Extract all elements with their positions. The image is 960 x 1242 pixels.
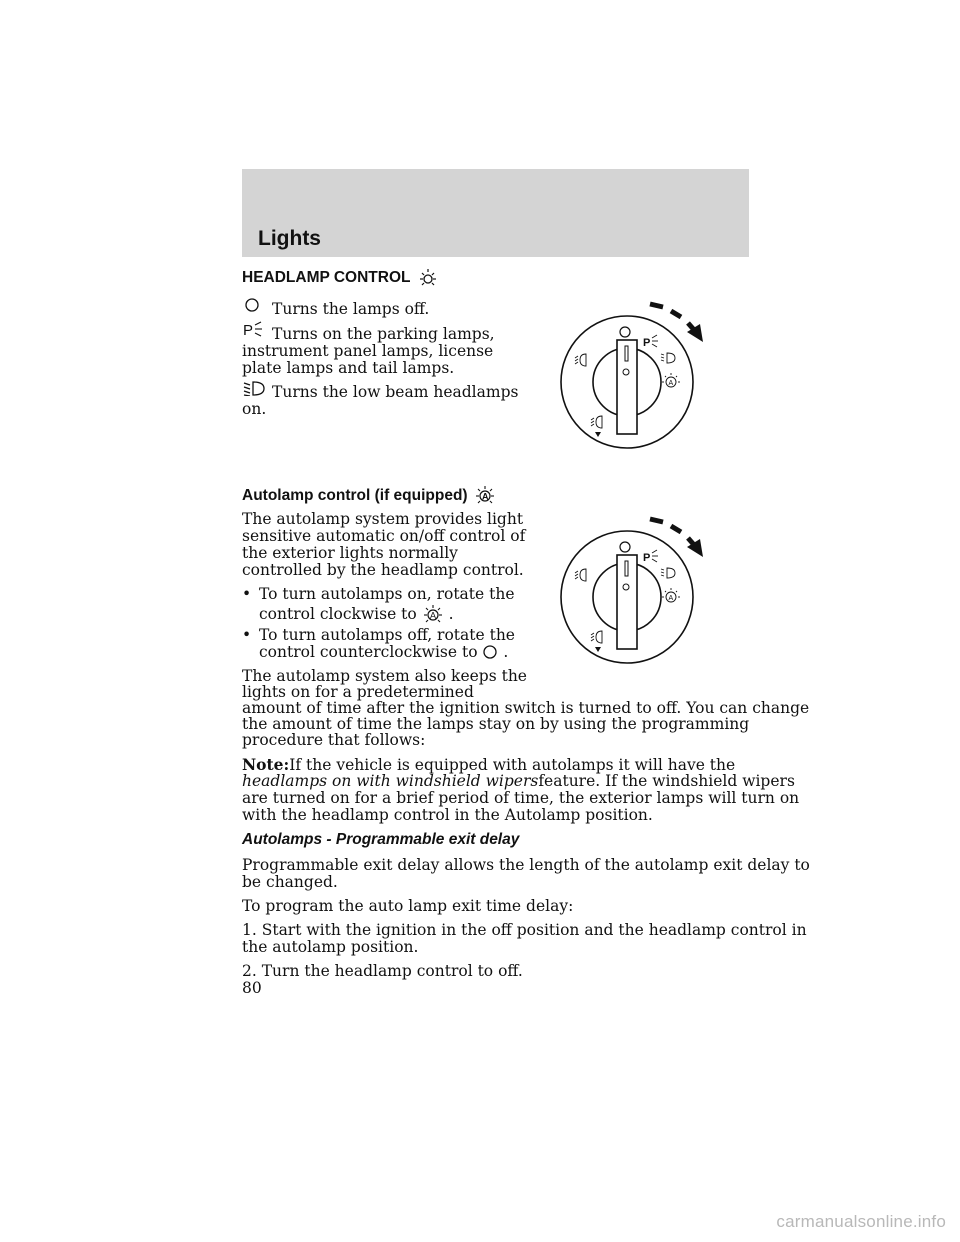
autolamp-inline-icon (422, 603, 444, 625)
off-inline-icon (482, 644, 498, 660)
autolamp-intro-1: The autolamp system provides light (242, 510, 524, 528)
svg-text:P: P (243, 322, 254, 337)
keep-line-4: the amount of time the lamps stay on by using the programming (242, 715, 750, 733)
bullet1-line2: control clockwise to A . (259, 605, 454, 623)
parking-description-2: instrument panel lamps, license (242, 342, 494, 360)
svg-text:A: A (481, 491, 489, 502)
fog-lamp-icon (575, 354, 586, 366)
low-beam-position-icon (661, 353, 675, 363)
rear-fog-lamp-icon (591, 416, 602, 428)
lowbeam-description-2: on. (242, 400, 267, 418)
rotation-arrow (650, 304, 695, 331)
bullet2-text: control counterclockwise to (259, 643, 478, 661)
note-line-3: are turned on for a brief period of time, the exterior lamps will turn on (242, 789, 800, 807)
off-position-icon (620, 327, 630, 337)
note-line-2 (242, 773, 795, 790)
headlamp-heading (242, 268, 439, 288)
note-label: Note: (242, 755, 290, 774)
parking-description-3: plate lamps and tail lamps. (242, 359, 455, 377)
autolamp-control-diagram (555, 510, 715, 680)
bullet2-line1: To turn autolamps off, rotate the (259, 626, 515, 644)
section-header-band (242, 169, 749, 257)
note-text-1: If the vehicle is equipped with autolamps it will have the (289, 756, 736, 774)
page-number: 80 (242, 979, 262, 997)
autolamp-intro-2: sensitive automatic on/off control of (242, 527, 526, 545)
bullet1-text: control clockwise to (259, 605, 417, 623)
knob-handle (617, 340, 637, 434)
parking-description-1: Turns on the parking lamps, (272, 325, 495, 343)
headlamp-sun-icon (417, 268, 439, 288)
exit-p2: To program the auto lamp exit time delay: (242, 897, 574, 915)
exit-p1b: be changed. (242, 873, 338, 891)
autolamp-heading (242, 484, 496, 506)
parking-lamp-icon (243, 321, 265, 337)
step1-line2: the autolamp position. (242, 938, 419, 956)
knob-handle (617, 555, 637, 649)
keep-line-2: lights on for a predetermined (242, 683, 474, 701)
bullet-dot: • (242, 626, 252, 644)
bullet-dot: • (242, 585, 252, 603)
off-description: Turns the lamps off. (272, 300, 430, 318)
off-circle-icon (244, 297, 260, 313)
autolamp-intro-3: the exterior lights normally (242, 544, 458, 562)
headlamp-heading-text: HEADLAMP CONTROL (242, 269, 411, 286)
note-italic: headlamps on with windshield wipers (242, 772, 539, 790)
autolamp-heading-text: Autolamp control (if equipped) (242, 487, 468, 504)
note-line-4: with the headlamp control in the Autolamp position. (242, 806, 653, 824)
bullet1-line1: To turn autolamps on, rotate the (259, 585, 515, 603)
keep-line-5: procedure that follows: (242, 731, 426, 749)
headlamp-control-diagram (555, 290, 715, 460)
section-title: Lights (258, 227, 321, 250)
step1-line1: 1. Start with the ignition in the off position and the headlamp control in (242, 921, 807, 939)
exit-p1a: Programmable exit delay allows the length of the autolamp exit delay to (242, 856, 810, 874)
exit-delay-heading: Autolamps - Programmable exit delay (242, 831, 520, 848)
low-beam-position-icon (661, 568, 675, 578)
rear-fog-lamp-icon (591, 631, 602, 643)
svg-text:A: A (429, 610, 436, 621)
autolamp-intro-4: controlled by the headlamp control. (242, 561, 524, 579)
bullet2-line2: control counterclockwise to . (259, 643, 509, 661)
parking-position-label: P (643, 337, 651, 349)
lowbeam-description-1: Turns the low beam headlamps (272, 383, 519, 401)
svg-text:A: A (668, 595, 674, 602)
low-beam-icon (242, 380, 266, 396)
svg-text:A: A (668, 380, 674, 387)
note-text-2: feature. If the windshield wipers (538, 772, 795, 790)
off-position-icon (620, 542, 630, 552)
keep-line-3: amount of time after the ignition switch is turned to off. You can change (242, 699, 810, 717)
keep-line-1: The autolamp system also keeps the (242, 667, 527, 685)
watermark[interactable]: carmanualsonline.info (776, 1212, 946, 1231)
svg-text:P: P (643, 552, 651, 564)
fog-lamp-icon (575, 569, 586, 581)
autolamp-icon (474, 484, 496, 506)
step2: 2. Turn the headlamp control to off. (242, 962, 523, 980)
